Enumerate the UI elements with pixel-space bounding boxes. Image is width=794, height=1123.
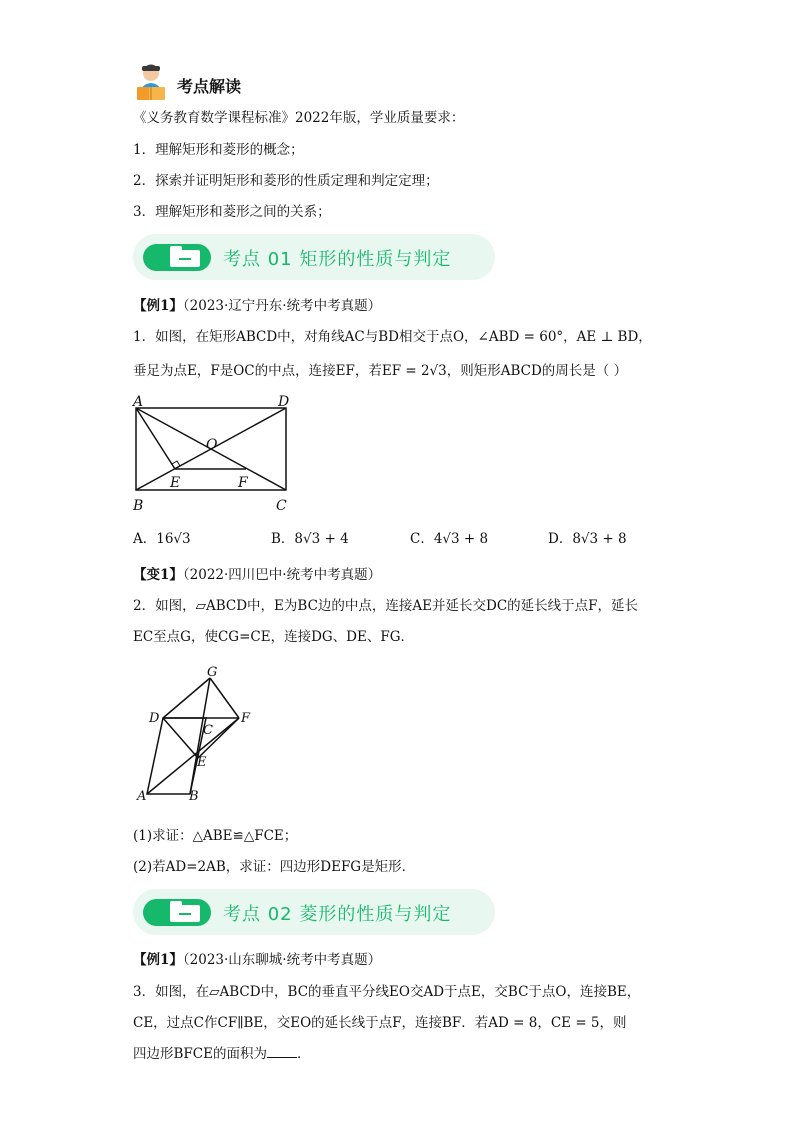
page-title: 考点解读 bbox=[177, 77, 242, 96]
figure-label: B bbox=[133, 498, 144, 514]
source-text: （2023·山东聊城·统考中考真题） bbox=[182, 952, 382, 968]
figure-label: F bbox=[241, 711, 251, 726]
figure-label: A bbox=[133, 394, 144, 410]
option-c[interactable]: C．4√3 + 8 bbox=[410, 531, 489, 547]
question-line: 1．如图，在矩形ABCD中，对角线AC与BD相交于点O，∠ABD = 60°，AE ⊥ BD， bbox=[133, 329, 652, 345]
standard-item: 3．理解矩形和菱形之间的关系； bbox=[133, 204, 331, 220]
rectangle-figure bbox=[128, 392, 298, 516]
figure-label: D bbox=[149, 711, 160, 726]
variant-tag: 【变1】 bbox=[133, 567, 183, 583]
figure-label: E bbox=[197, 755, 207, 770]
section-title: 考点 01 矩形的性质与判定 bbox=[223, 249, 452, 270]
standard-intro: 《义务教育数学课程标准》2022年版，学业质量要求： bbox=[133, 110, 465, 126]
figure-label: F bbox=[238, 475, 248, 491]
figure-label: A bbox=[137, 789, 147, 804]
section-banner-02 bbox=[133, 889, 495, 935]
figure-label: O bbox=[206, 437, 218, 453]
parallelogram-figure bbox=[133, 664, 263, 806]
option-b[interactable]: B．8√3 + 4 bbox=[271, 531, 349, 547]
question-line: 垂足为点E，F是OC的中点，连接EF，若EF = 2√3，则矩形ABCD的周长是（ ） bbox=[133, 363, 628, 379]
example-tag: 【例1】 bbox=[133, 298, 183, 314]
folder-pill bbox=[143, 899, 211, 926]
source-text: （2022·四川巴中·统考中考真题） bbox=[182, 567, 382, 583]
subquestion-2: (2)若AD=2AB，求证：四边形DEFG是矩形． bbox=[133, 859, 416, 875]
folder-icon bbox=[170, 250, 200, 267]
section-title: 考点 02 菱形的性质与判定 bbox=[223, 904, 452, 925]
figure-label: G bbox=[207, 665, 218, 680]
question-line: 2．如图，▱ABCD中，E为BC边的中点，连接AE并延长交DC的延长线于点F，延长 bbox=[133, 598, 639, 614]
standard-item: 2．探索并证明矩形和菱形的性质定理和判定定理； bbox=[133, 173, 439, 189]
example-source bbox=[133, 951, 381, 969]
section-banner-01 bbox=[133, 234, 495, 280]
question-line: EC至点G，使CG=CE，连接DG、DE、FG． bbox=[133, 629, 415, 645]
example-source bbox=[133, 297, 381, 315]
subquestion-1: (1)求证：△ABE≌△FCE； bbox=[133, 828, 298, 844]
option-d[interactable]: D．8√3 + 8 bbox=[548, 531, 627, 547]
variant-source bbox=[133, 566, 381, 584]
folder-pill bbox=[143, 244, 211, 271]
figure-label: B bbox=[189, 789, 199, 804]
example-tag: 【例1】 bbox=[133, 952, 183, 968]
figure-label: D bbox=[278, 394, 290, 410]
source-text: （2023·辽宁丹东·统考中考真题） bbox=[182, 298, 382, 314]
reader-avatar-icon bbox=[133, 62, 169, 102]
folder-icon bbox=[170, 905, 200, 922]
standard-item: 1．理解矩形和菱形的概念； bbox=[133, 142, 304, 158]
question-line bbox=[133, 1045, 310, 1063]
answer-blank[interactable] bbox=[267, 1045, 297, 1058]
option-a[interactable]: A．16√3 bbox=[133, 531, 191, 547]
figure-label: E bbox=[170, 475, 181, 491]
question-text: 四边形BFCE的面积为 bbox=[133, 1046, 267, 1062]
question-line: 3．如图，在▱ABCD中，BC的垂直平分线EO交AD于点E，交BC于点O，连接BE， bbox=[133, 984, 641, 1000]
question-line: CE，过点C作CF∥BE，交EO的延长线于点F，连接BF．若AD = 8，CE = 5，则 bbox=[133, 1015, 627, 1031]
figure-label: C bbox=[203, 723, 213, 738]
question-end: ． bbox=[296, 1046, 311, 1062]
figure-label: C bbox=[276, 498, 287, 514]
